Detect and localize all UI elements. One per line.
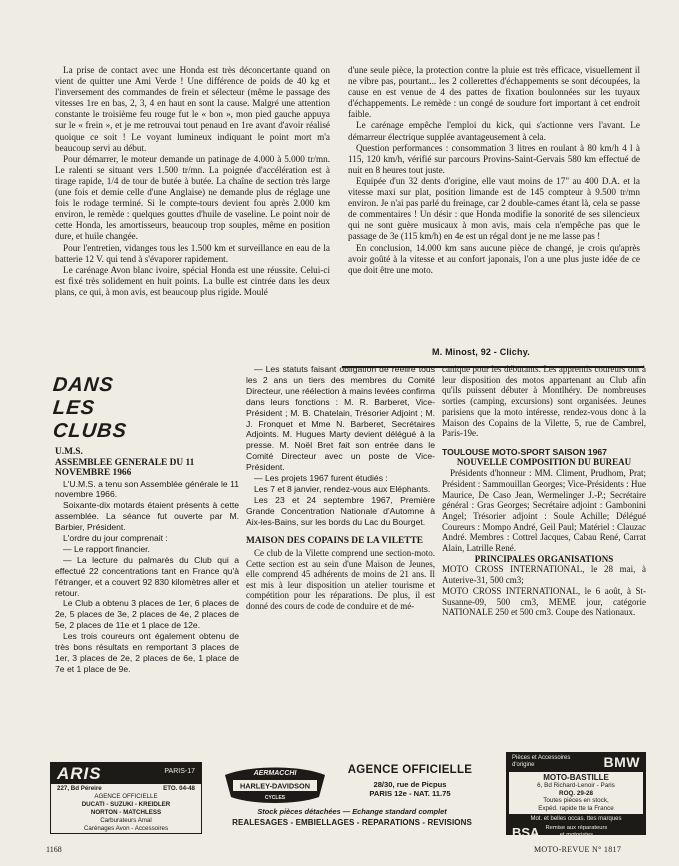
article-paragraph: Pour démarrer, le moteur demande un patinage de 4.000 à 5.000 tr/mn. Le ralenti se situant vers 1.500 tr/mn. La poignée d'accélération est à tirage rapide, 1/4 de tour de butée à butée. La chaîne de section très large (une fois et demie celle d'une Anglaise) ne demande plus de réglage une fois le rodage terminé. Si le compte-tours devient fou après 2.000 km environ, le remède : quelques gouttes d'huile de vaseline. Le point noir de cette Honda, les amortisseurs, beaucoup trop souples, même en position dure, et huile changée.: [55, 153, 330, 242]
page-number: 1168: [46, 845, 62, 854]
club-paragraph: — Les statuts faisant obligation de réélire tous les 2 ans un tiers des membres du Comité Directeur, une réélection à mains levées confirma dans leurs fonctions : M. R. Barberet, Vice-Président ; M. B. Chatelain, Trésorier Adjoint ; M. J. Fronquet et Mme N. Barberet, Secrétaires Adjoints. M. Hugues Marty devient délégué à la presse. M. Noël Bret fait son entrée dans le Comité Directeur avec un poste de Vice-Président.: [246, 364, 435, 473]
aermacchi-address: 28/30, rue de Picpus: [373, 780, 447, 789]
aermacchi-official: AGENCE OFFICIELLE: [347, 764, 473, 776]
magazine-issue: MOTO-REVUE N° 1817: [534, 845, 622, 854]
aermacchi-services-line: REALESAGES - EMBIELLAGES - REPARATIONS - REVISIONS: [232, 818, 472, 827]
club-paragraph: Les 7 et 8 janvier, rendez-vous aux Eléphants.: [254, 483, 431, 494]
article-paragraph: Le carénage Avon blanc ivoire, spécial Honda est une réussite. Celui-ci est fixé très solidement en huit points. La bulle est cintrée dans les deux plans, ce qui, à mon avis, est beaucoup plus rigide. Moulé: [55, 264, 330, 297]
clubs-section-title: [53, 374, 163, 443]
article-paragraph: La prise de contact avec une Honda est très déconcertante quand on vient de quitter une Ami Verde ! Une différence de poids de 40 kg et l'inversement des commandes de frein et sélecteur (même le passage des vitesses 1re en bas, 2, 3, 4 en haut en sont la cause. Malgré une attention constante le troisième feu rouge fut le « bon », mon pied gauche appuya sur le « frein », et je me retrouvai tout penaud en 1re avant d'avoir réalisé quoique ce soit ! Le voyant lumineux indiquant le point mort m'a beaucoup servi au début.: [55, 65, 330, 153]
bmw-address: 6, Bd Richard-Lenoir - Paris: [537, 782, 615, 789]
aermacchi-stock-line: Stock pièces détachées — Echange standard complet: [257, 807, 447, 816]
club-paragraph: Les 23 et 24 septembre 1967, Première Grande Concentration Nationale d'Automne à Aix-les-Bains, sur les bords du Lac du Bourget.: [246, 494, 435, 527]
clubs-column-3: [442, 364, 646, 618]
club-heading: TOULOUSE MOTO-SPORT SAISON 1967: [442, 446, 607, 457]
bmw-details: [509, 772, 643, 814]
article-column-right: [348, 65, 640, 276]
bmw-ad: [506, 752, 646, 840]
article-column-left: [55, 65, 330, 298]
article-paragraph: En conclusion, 14.000 km sans aucune pièce de changé, je crois qu'après avoir goûté à la vitesse et au confort japonais, l'on a une plus juste idée de ce que doit être une moto.: [348, 242, 640, 275]
club-paragraph: MOTO CROSS INTERNATIONAL, le 6 août, à St-Susanne-09, 500 cm3, MEME jour, catégorie NATIONALE 250 et 500 cm3. Coupe des Nationaux.: [442, 585, 646, 618]
bmw-pieces-label: [512, 755, 570, 769]
club-paragraph: — Le rapport financier.: [63, 543, 150, 554]
clubs-column-2: [246, 364, 435, 612]
aermacchi-brand-main: HARLEY-DAVIDSON: [239, 781, 311, 791]
aermacchi-details: [335, 764, 485, 798]
article-paragraph: Pour l'entretien, vidanges tous les 1.500 km et surveillance en eau de la batterie 12 V. qui tend à s'évaporer rapidement.: [55, 242, 330, 264]
bmw-phone: ROQ. 29-28: [559, 789, 593, 797]
bmw-header: [506, 752, 646, 772]
aermacchi-ad: [213, 762, 491, 832]
aris-ad: [50, 762, 202, 834]
bmw-shop-name: MOTO-BASTILLE: [543, 773, 609, 782]
club-paragraph: L'U.M.S. a tenu son Assemblée générale le 11 novembre 1966.: [55, 478, 239, 500]
aris-line: Carburateurs Amal: [100, 817, 152, 824]
bmw-stock: Expéd. rapide tte la France: [538, 804, 614, 812]
aris-line: NORTON - MATCHLESS: [90, 809, 162, 816]
aris-line: DUCATI - SUZUKI - KREIDLER: [81, 801, 171, 808]
aris-address: 227, Bd Péreire: [57, 785, 102, 792]
aermacchi-brand-bottom: CYCLES: [264, 795, 286, 801]
bsa-logo: BSA: [512, 824, 540, 840]
club-paragraph: Ce club de la Vilette comprend une section-moto. Cette section est au sein d'une Maison de Jeunes, elle comprend 45 adhérents de moins de 21 ans. Il est mis à leur disposition un atelier tourisme et compétition pour les réparations. De plus, il est donné des cours de code de conduire et de mé-: [246, 548, 435, 612]
club-heading: MAISON DES COPAINS DE LA VILETTE: [246, 535, 424, 546]
club-subheading: PRINCIPALES ORGANISATIONS: [474, 553, 614, 564]
bmw-pieces-line: Pièces et Accessoires: [512, 755, 571, 761]
bmw-stock: Toutes pièces en stock,: [543, 797, 609, 805]
harley-davidson-emblem: [219, 763, 331, 805]
clubs-title-line: CLUBS: [51, 420, 129, 442]
club-subheading: NOUVELLE COMPOSITION DU BUREAU: [456, 457, 632, 468]
club-paragraph: Les trois coureurs ont également obtenu de très bons résultats en remportant 3 places de 1er, 3 places de 2e, 2 places de 6e, 1 place de 7e et 1 place de 9e.: [55, 631, 239, 674]
bsa-text-line: et motoristes: [559, 832, 593, 839]
bmw-pieces-line: d'origine: [512, 762, 535, 768]
clubs-title-line: DANS: [51, 374, 115, 396]
clubs-title-line: LES: [51, 397, 97, 419]
club-paragraph: — Les projets 1967 furent étudiés :: [254, 473, 388, 484]
aermacchi-address: PARIS 12e - NAT. 11.75: [369, 789, 451, 798]
aris-line: Carénages Avon - Accessoires: [83, 825, 169, 832]
aermacchi-brand-top: AERMACCHI: [253, 770, 297, 777]
aris-city: PARIS-17: [164, 768, 195, 775]
bsa-text: [545, 825, 607, 839]
aris-phone: ETO. 04-48: [163, 785, 195, 792]
article-paragraph: d'une seule pièce, la protection contre la pluie est très efficace, visuellement il ne vibre pas, pourtant... les 2 collerettes d'échappements se sont découpées, la cause en est venue de 4 des pattes de fixation boulonnées sur les tuyaux d'échappements. Le remède : un congé de soudure fort important à cet endroit faible.: [348, 65, 640, 120]
aris-header: [51, 763, 201, 784]
club-paragraph: MOTO CROSS INTERNATIONAL, le 28 mai, à Auterive-31, 500 cm3;: [442, 564, 646, 586]
bmw-logo: BMW: [603, 754, 640, 770]
club-paragraph: — La lecture du palmarès du Club qui a effectué 22 concentrations tant en France qu'à l'étranger, et a couvert 92 830 kilomètres aller et retour.: [55, 554, 239, 598]
club-paragraph: canique pour les débutants. Les apprentis coureurs ont à leur disposition des motos appartenant au Club afin qu'ils puissent débuter à Montlhéry. De nombreuses sorties (camping, excursions) sont organisées. Jeunes parisiens que la moto intéresse, rendez-vous donc à la Maison des Copains de la Vilette, 5, rue de Cambrel, Paris-19e.: [442, 364, 646, 439]
aris-body: [51, 784, 201, 833]
article-signature: M. Minost, 92 - Clichy.: [432, 347, 530, 357]
club-heading: ASSEMBLEE GENERALE DU 11 NOVEMBRE 1966: [55, 457, 195, 478]
article-paragraph: Question performances : consommation 3 litres en roulant à 80 km/h 4 l à 115, 120 km/h, vérifié sur parcours Provins-Saint-Gervais 580 km effectué de nuit en 8 heures tout juste.: [348, 142, 640, 175]
bsa-text-line: Remise aux réparateurs: [545, 825, 608, 832]
aris-logo: ARIS: [57, 764, 102, 783]
club-paragraph: Présidents d'honneur : MM. Climent, Prudhom, Prat; Président : Sammouillan Georges; Vice-Présidents : Hue Maurice, De Caso Jean, Wermelinger J.-P.; Secrétaire général : Gras Georges; Secrétaire adjoint : Gambonini Angel; Trésorier adjoint : Soule Achille; Délégué Coureurs : Mompo André, Geil Paul; Matériel : Clauzac André. Membres : Cottrel Jacques, Cabau René, Carrat Alain, Latrille René.: [442, 468, 646, 554]
bmw-occasion: Mot. et belles occas. ttes marques: [530, 816, 622, 823]
clubs-column-1: [55, 447, 239, 675]
aris-address-row: [51, 785, 201, 793]
club-paragraph: L'ordre du jour comprenait :: [63, 533, 168, 544]
club-name: U.M.S.: [55, 447, 83, 457]
advertisements: [50, 754, 646, 840]
club-paragraph: Le Club a obtenu 3 places de 1er, 6 places de 2e, 5 places de 3e, 2 places de 4e, 2 places de 5e, 2 places de 11e et 1 place de 12e.: [55, 598, 239, 631]
article-paragraph: Equipée d'un 32 dents d'origine, elle vaut moins de 17" au 400 D.A. et la vitesse maxi sur plat, position limande est de 145 compteur à 9.500 tr/mn environ. Je n'ai pas parlé du freinage, car 2 double-cames étant là, cela se passe de commentaires ! Un désir : que Honda modifie la sonorité de ses silencieux qui ne sont guère musicaux à mon avis, mais cela n'empêche pas que le passage de 3e (115 km/h) en 4e est un régal dont je ne me lasse pas !: [348, 175, 640, 242]
club-paragraph: Soixante-dix motards étaient présents à cette assemblée. La séance fut ouverte par M. Barbier, Président.: [55, 500, 239, 533]
aris-line: AGENCE OFFICIELLE: [94, 793, 158, 800]
bsa-row: [506, 825, 646, 840]
article-paragraph: Le carénage empêche l'emploi du kick, qui s'actionne vers l'avant. Le démarreur électrique supplée avantageusement à cela.: [348, 120, 640, 142]
